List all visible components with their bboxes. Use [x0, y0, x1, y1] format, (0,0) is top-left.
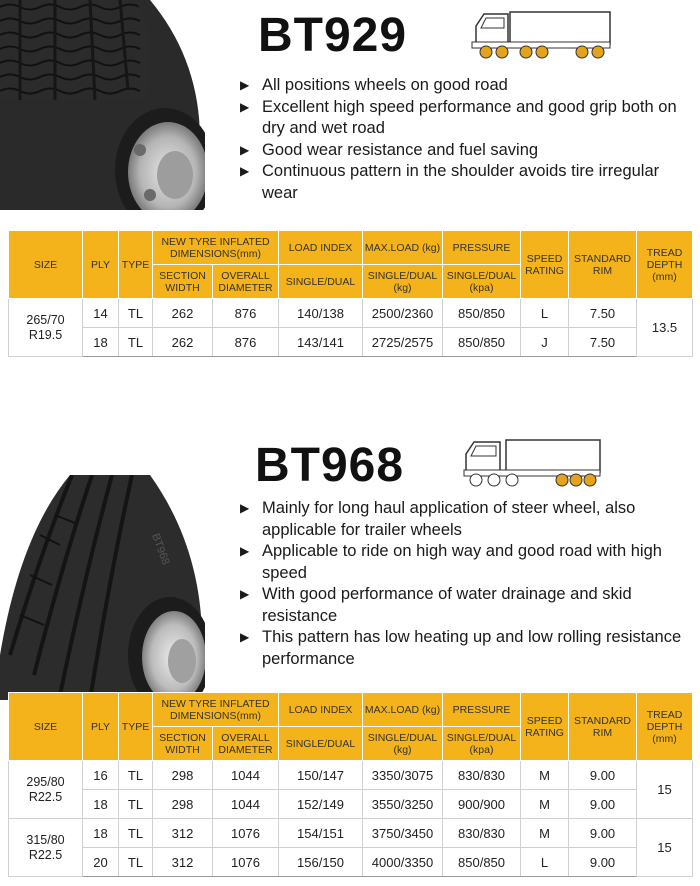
- overall-diameter-cell: 1076: [213, 848, 279, 877]
- col-header-overall-diameter: OVERALL DIAMETER: [213, 265, 279, 299]
- col-header-load-index-sub: SINGLE/DUAL: [279, 265, 363, 299]
- speed-rating-cell: M: [521, 761, 569, 790]
- truck-tire-image: [0, 475, 205, 700]
- right-triangle-bullet-icon: ▶: [240, 544, 250, 558]
- ply-cell: 18: [83, 328, 119, 357]
- load-index-cell: 140/138: [279, 299, 363, 328]
- right-triangle-bullet-icon: ▶: [240, 78, 250, 92]
- spec-table-bt968: [8, 692, 693, 877]
- overall-diameter-cell: 876: [213, 299, 279, 328]
- max-load-cell: 2725/2575: [363, 328, 443, 357]
- size-cell: 315/80 R22.5: [9, 819, 83, 877]
- table-row: [9, 819, 693, 848]
- pressure-cell: 830/830: [443, 761, 521, 790]
- load-index-cell: 143/141: [279, 328, 363, 357]
- speed-rating-cell: L: [521, 299, 569, 328]
- section-width-cell: 298: [153, 790, 213, 819]
- truck-trailer-icon: [462, 436, 602, 488]
- ply-cell: 18: [83, 790, 119, 819]
- col-header-dimensions: NEW TYRE INFLATED DIMENSIONS(mm): [153, 693, 279, 727]
- speed-rating-cell: M: [521, 819, 569, 848]
- product-section-bt929: [0, 0, 700, 370]
- col-header-pressure-sub: SINGLE/DUAL (kpa): [443, 265, 521, 299]
- feature-item: ▶ This pattern has low heating up and low rolling resistance performance: [240, 628, 682, 668]
- pressure-cell: 850/850: [443, 299, 521, 328]
- type-cell: TL: [119, 848, 153, 877]
- col-header-load-index-sub: SINGLE/DUAL: [279, 727, 363, 761]
- standard-rim-cell: 9.00: [569, 848, 637, 877]
- standard-rim-cell: 7.50: [569, 299, 637, 328]
- standard-rim-cell: 9.00: [569, 790, 637, 819]
- table-row: [9, 299, 693, 328]
- col-header-overall-diameter: OVERALL DIAMETER: [213, 727, 279, 761]
- ply-cell: 16: [83, 761, 119, 790]
- col-header-ply: PLY: [83, 231, 119, 299]
- table-row: [9, 328, 693, 357]
- pressure-cell: 850/850: [443, 848, 521, 877]
- feature-list: [238, 75, 683, 204]
- right-triangle-bullet-icon: ▶: [240, 142, 250, 157]
- col-header-max-load-sub: SINGLE/DUAL (kg): [363, 727, 443, 761]
- right-triangle-bullet-icon: ▶: [240, 587, 250, 601]
- feature-item: ▶ Good wear resistance and fuel saving: [238, 140, 683, 162]
- tread-depth-cell: 15: [637, 819, 693, 877]
- pressure-cell: 830/830: [443, 819, 521, 848]
- size-cell: 295/80 R22.5: [9, 761, 83, 819]
- standard-rim-cell: 7.50: [569, 328, 637, 357]
- pressure-cell: 900/900: [443, 790, 521, 819]
- feature-item: ▶ Applicable to ride on high way and good road with high speed: [240, 542, 662, 582]
- feature-item: ▶ Excellent high speed performance and good grip both on dry and wet road: [240, 97, 677, 137]
- max-load-cell: 3550/3250: [363, 790, 443, 819]
- col-header-pressure: PRESSURE: [443, 231, 521, 265]
- truck-icon: [470, 10, 612, 60]
- col-header-type: TYPE: [119, 231, 153, 299]
- sidewall-label: BT968: [149, 531, 172, 567]
- model-name-bt929: BT929: [258, 9, 408, 62]
- col-header-type: TYPE: [119, 693, 153, 761]
- feature-item: ▶ With good performance of water drainage and skid resistance: [240, 585, 632, 625]
- type-cell: TL: [119, 761, 153, 790]
- load-index-cell: 152/149: [279, 790, 363, 819]
- speed-rating-cell: L: [521, 848, 569, 877]
- max-load-cell: 3350/3075: [363, 761, 443, 790]
- tread-depth-cell: 13.5: [637, 299, 693, 357]
- col-header-standard-rim: STANDARD RIM: [569, 231, 637, 299]
- load-index-cell: 150/147: [279, 761, 363, 790]
- col-header-section-width: SECTION WIDTH: [153, 727, 213, 761]
- max-load-cell: 3750/3450: [363, 819, 443, 848]
- type-cell: TL: [119, 790, 153, 819]
- overall-diameter-cell: 1044: [213, 790, 279, 819]
- col-header-max-load: MAX.LOAD (kg): [363, 693, 443, 727]
- col-header-speed-rating: SPEED RATING: [521, 693, 569, 761]
- table-row: [9, 761, 693, 790]
- col-header-ply: PLY: [83, 693, 119, 761]
- feature-item: ▶ Mainly for long haul application of steer wheel, also applicable for trailer wheels: [240, 499, 636, 539]
- col-header-section-width: SECTION WIDTH: [153, 265, 213, 299]
- col-header-load-index: LOAD INDEX: [279, 231, 363, 265]
- ply-cell: 20: [83, 848, 119, 877]
- feature-item: ▶ All positions wheels on good road: [238, 75, 683, 97]
- right-triangle-bullet-icon: ▶: [240, 501, 250, 515]
- standard-rim-cell: 9.00: [569, 819, 637, 848]
- section-width-cell: 312: [153, 848, 213, 877]
- size-cell: 265/70 R19.5: [9, 299, 83, 357]
- overall-diameter-cell: 876: [213, 328, 279, 357]
- standard-rim-cell: 9.00: [569, 761, 637, 790]
- col-header-standard-rim: STANDARD RIM: [569, 693, 637, 761]
- section-width-cell: 262: [153, 328, 213, 357]
- type-cell: TL: [119, 328, 153, 357]
- model-name-bt968: BT968: [255, 439, 405, 492]
- load-index-cell: 154/151: [279, 819, 363, 848]
- type-cell: TL: [119, 819, 153, 848]
- col-header-pressure: PRESSURE: [443, 693, 521, 727]
- speed-rating-cell: M: [521, 790, 569, 819]
- section-width-cell: 262: [153, 299, 213, 328]
- right-triangle-bullet-icon: ▶: [240, 99, 250, 114]
- right-triangle-bullet-icon: ▶: [240, 630, 250, 644]
- col-header-tread-depth: TREAD DEPTH (mm): [637, 693, 693, 761]
- col-header-max-load: MAX.LOAD (kg): [363, 231, 443, 265]
- col-header-load-index: LOAD INDEX: [279, 693, 363, 727]
- type-cell: TL: [119, 299, 153, 328]
- load-index-cell: 156/150: [279, 848, 363, 877]
- col-header-dimensions: NEW TYRE INFLATED DIMENSIONS(mm): [153, 231, 279, 265]
- overall-diameter-cell: 1076: [213, 819, 279, 848]
- spec-table-bt929: [8, 230, 693, 357]
- col-header-size: SIZE: [9, 693, 83, 761]
- section-width-cell: 312: [153, 819, 213, 848]
- table-row: [9, 790, 693, 819]
- pressure-cell: 850/850: [443, 328, 521, 357]
- section-width-cell: 298: [153, 761, 213, 790]
- ply-cell: 14: [83, 299, 119, 328]
- tread-depth-cell: 15: [637, 761, 693, 819]
- max-load-cell: 4000/3350: [363, 848, 443, 877]
- max-load-cell: 2500/2360: [363, 299, 443, 328]
- col-header-max-load-sub: SINGLE/DUAL (kg): [363, 265, 443, 299]
- feature-list: [238, 498, 688, 670]
- col-header-tread-depth: TREAD DEPTH (mm): [637, 231, 693, 299]
- right-triangle-bullet-icon: ▶: [240, 164, 250, 178]
- product-section-bt968: [0, 430, 700, 886]
- col-header-size: SIZE: [9, 231, 83, 299]
- ply-cell: 18: [83, 819, 119, 848]
- truck-tire-image: [0, 0, 205, 210]
- speed-rating-cell: J: [521, 328, 569, 357]
- feature-item: ▶ Continuous pattern in the shoulder avoids tire irregular wear: [240, 162, 660, 202]
- col-header-speed-rating: SPEED RATING: [521, 231, 569, 299]
- overall-diameter-cell: 1044: [213, 761, 279, 790]
- col-header-pressure-sub: SINGLE/DUAL (kpa): [443, 727, 521, 761]
- table-row: [9, 848, 693, 877]
